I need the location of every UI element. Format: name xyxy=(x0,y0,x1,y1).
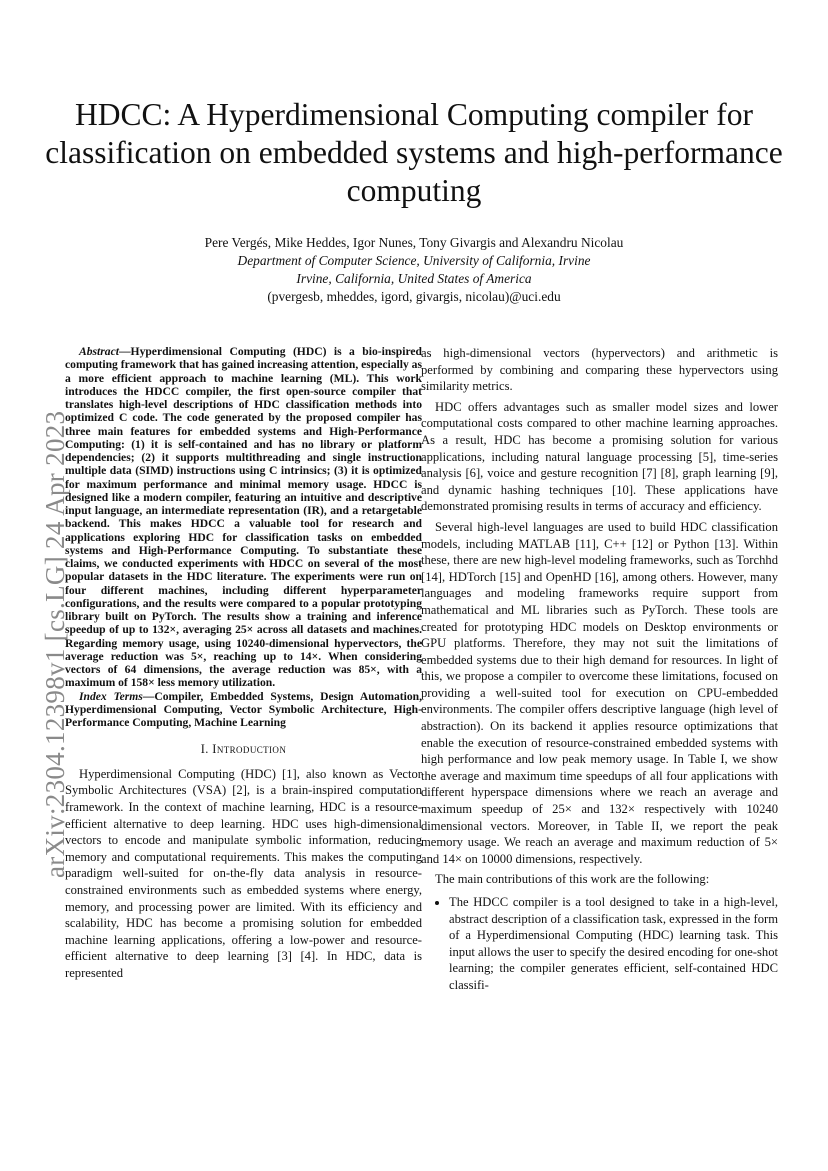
abstract xyxy=(65,345,422,690)
section-number: I. xyxy=(200,742,213,757)
left-column xyxy=(65,345,422,982)
contributions-list xyxy=(421,894,778,994)
paper-title: HDCC: A Hyperdimensional Computing compiler for classification on embedded systems and high-performance computing xyxy=(45,97,783,208)
intro-paragraph-3: Several high-level languages are used to build HDC classification models, including MATLAB [11], C++ [12] or Python [13]. Within these, there are new high-level modeling frameworks, such as Torchhd [14], HDTorch [15] and OpenHD [16], among others. However, many languages and modeling frameworks require support from mathematical and ML libraries such as PyTorch. These tools are created for prototyping HDC models on Desktop environments or GPU platforms. Therefore, they may not suit the limitations of embedded systems due to their high demand for resources. In light of this, we propose a compiler to overcome these limitations, focused on providing a well-suited tool for execution on CPU-embedded environments. The compiler offers descriptive language (high level of abstraction). On its backend it applies resource optimizations that enable the execution of resource-constrained embedded systems with high performance and low peak memory usage. In Table I, we show the average and maximum time speedups of all four applications with different hyperspace dimensions where we reach an average and maximum speedup of 25× and 132× respectively with 10240 dimensional vectors. Moreover, in Table II, we report the peak memory usage. We reach an average and maximum reduction of 5× and 14× on 10000 dimensions, respectively. xyxy=(421,519,778,866)
right-column xyxy=(421,345,778,994)
contribution-item: • The HDCC compiler is a tool designed to take in a high-level, abstract description of a classification task, expressed in the form of a Hyperdimensional Computing (HDC) learning task. This input allows the user to specify the desired encoding for one-shot learning; the compiler generates efficient, self-contained HDC classifi- xyxy=(449,894,778,994)
intro-paragraph-2: HDC offers advantages such as smaller model sizes and lower computational costs compared to other machine learning approaches. As a result, HDC has become a promising solution for various applications, including natural language processing [5], time-series analysis [6], voice and gesture recognition [7] [8], graph learning [9], and dynamic hashing techniques [10]. These applications have demonstrated promising results in terms of accuracy and efficiency. xyxy=(421,399,778,514)
abstract-text: —Hyperdimensional Computing (HDC) is a bio-inspired computing framework that has gained increasing attention, especially as a more efficient approach to machine learning (ML). This work introduces the HDCC compiler, the first open-source compiler that translates high-level descriptions of HDC classification methods into optimized C code. The code generated by the proposed compiler has three main features for embedded systems and High-Performance Computing: (1) it is self-contained and has no library or platform dependencies; (2) it supports multithreading and single instruction multiple data (SIMD) instructions using C intrinsics; (3) it is optimized for maximum performance and minimal memory usage. HDCC is designed like a modern compiler, featuring an intuitive and descriptive input language, an intermediate representation (IR), and a retargetable backend. This makes HDCC a valuable tool for research and applications exploring HDC for classification tasks on embedded systems and High-Performance Computing. To substantiate these claims, we conducted experiments with HDCC on several of the most popular datasets in the HDC literature. The experiments were run on four different machines, including different hyperparameter configurations, and the results were compared to a popular prototyping library built on PyTorch. The results show a training and inference speedup of up to 132×, averaging 25× across all datasets and machines. Regarding memory usage, using 10240-dimensional hypervectors, the average reduction was 5×, reaching up to 14×. When considering vectors of 64 dimensions, the average reduction was 85×, with a maximum of 158× less memory utilization. xyxy=(65,345,422,690)
intro-paragraph-1: Hyperdimensional Computing (HDC) [1], also known as Vector Symbolic Architectures (VSA) [2], is a brain-inspired computation framework. In the context of machine learning, HDC is a resource-efficient alternative to deep learning. HDC uses high-dimensional vectors to encode and manipulate symbolic information, reducing memory and computational requirements. This makes the computing paradigm well-suited for on-the-fly data analysis in resource-constrained environments such as embedded systems where energy, memory, and processing power are limited. With its efficiency and scalability, HDC has become a promising solution for embedded machine learning applications, offering a low-power and resource-efficient alternative to deep learning [3] [4]. In HDC, data is represented xyxy=(65,766,422,980)
index-terms xyxy=(65,690,422,730)
affiliation-location: Irvine, California, United States of America xyxy=(296,271,532,286)
author-block xyxy=(0,234,828,306)
arxiv-stamp: arXiv:2304.12398v1 [cs.LG] 24 Apr 2023 xyxy=(40,410,70,878)
section-heading-introduction xyxy=(65,741,422,758)
intro-paragraph-continued: as high-dimensional vectors (hypervectors) and arithmetic is performed by combining and comparing these hypervectors using similarity metrics. xyxy=(421,346,778,394)
abstract-lead: Abstract xyxy=(79,345,119,358)
author-names: Pere Vergés, Mike Heddes, Igor Nunes, Tony Givargis and Alexandru Nicolau xyxy=(204,235,624,250)
section-title: Introduction xyxy=(212,742,287,757)
index-terms-text: —Compiler, Embedded Systems, Design Automation, Hyperdimensional Computing, Vector Symbolic Architecture, High-Performance Computing, Machine Learning xyxy=(65,689,422,729)
index-terms-lead: Index Terms xyxy=(79,689,143,703)
author-emails: (pvergesb, mheddes, igord, givargis, nicolau)@uci.edu xyxy=(267,289,561,304)
intro-paragraph-4: The main contributions of this work are the following: xyxy=(435,872,710,887)
affiliation-department: Department of Computer Science, University of California, Irvine xyxy=(237,253,591,268)
